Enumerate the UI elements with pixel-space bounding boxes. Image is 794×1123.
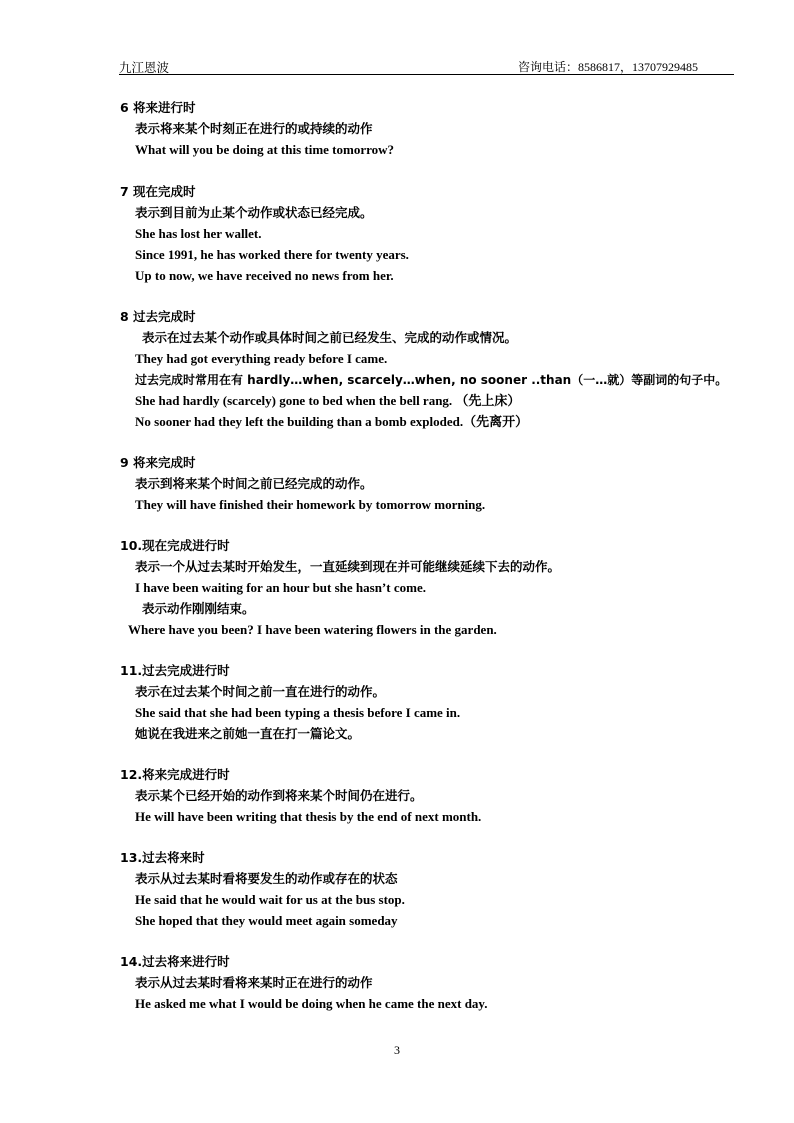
page-header — [119, 56, 734, 75]
section-line: What will you be doing at this time tomorrow? — [135, 142, 395, 157]
section-line: 表示动作刚刚结束。 — [142, 601, 255, 616]
section-line: Up to now, we have received no news from her. — [135, 268, 394, 283]
section-line: She said that she had been typing a thesis before I came in. — [135, 705, 461, 720]
section-line: 她说在我进来之前她一直在打一篇论文。 — [135, 726, 361, 741]
section-line: 表示从过去某时看将要发生的动作或存在的状态 — [135, 871, 398, 886]
header-contact: 咨询电话：8586817，13707929485 — [517, 60, 698, 74]
section-line: 表示到目前为止某个动作或状态已经完成。 — [135, 205, 373, 220]
section-line: 过去完成时常用在有 hardly…when, scarcely…when, no sooner ..than（一…就）等副词的句子中。 — [135, 373, 728, 387]
section-line: She had hardly (scarcely) gone to bed when the bell rang. （先上床） — [135, 393, 521, 408]
section-line: He asked me what I would be doing when he came the next day. — [135, 996, 488, 1011]
section-line: I have been waiting for an hour but she hasn’t come. — [135, 580, 426, 595]
page-number: 3 — [394, 1043, 400, 1057]
section-heading: 14.过去将来进行时 — [120, 954, 230, 969]
section-line: 表示某个已经开始的动作到将来某个时间仍在进行。 — [135, 788, 423, 803]
section-line: They will have finished their homework by tomorrow morning. — [135, 497, 486, 512]
section-line: They had got everything ready before I came. — [135, 351, 388, 366]
section-line: He said that he would wait for us at the bus stop. — [135, 892, 405, 907]
section-line: 表示在过去某个时间之前一直在进行的动作。 — [135, 684, 386, 699]
section-line: 表示到将来某个时间之前已经完成的动作。 — [135, 476, 373, 491]
section-heading: 12.将来完成进行时 — [120, 767, 230, 782]
section-line: He will have been writing that thesis by the end of next month. — [135, 809, 482, 824]
section-heading: 7 现在完成时 — [120, 184, 196, 199]
section-heading: 8 过去完成时 — [120, 309, 196, 324]
section-line: She hoped that they would meet again someday — [135, 913, 398, 928]
section-heading: 10.现在完成进行时 — [120, 538, 230, 553]
section-heading: 11.过去完成进行时 — [120, 663, 230, 678]
section-line: She has lost her wallet. — [135, 226, 262, 241]
section-heading: 9 将来完成时 — [120, 455, 196, 470]
section-line: No sooner had they left the building than a bomb exploded.（先离开） — [135, 414, 529, 429]
section-heading: 13.过去将来时 — [120, 850, 205, 865]
section-heading: 6 将来进行时 — [120, 100, 196, 115]
section-line: 表示在过去某个动作或具体时间之前已经发生、完成的动作或情况。 — [142, 330, 518, 345]
section-line: 表示将来某个时刻正在进行的或持续的动作 — [135, 121, 373, 136]
section-line: 表示一个从过去某时开始发生，一直延续到现在并可能继续延续下去的动作。 — [135, 559, 561, 574]
section-line: Where have you been? I have been watering flowers in the garden. — [128, 622, 497, 637]
section-line: Since 1991, he has worked there for twenty years. — [135, 247, 409, 262]
section-line: 表示从过去某时看将来某时正在进行的动作 — [135, 975, 373, 990]
header-organization: 九江恩波 — [119, 60, 170, 75]
